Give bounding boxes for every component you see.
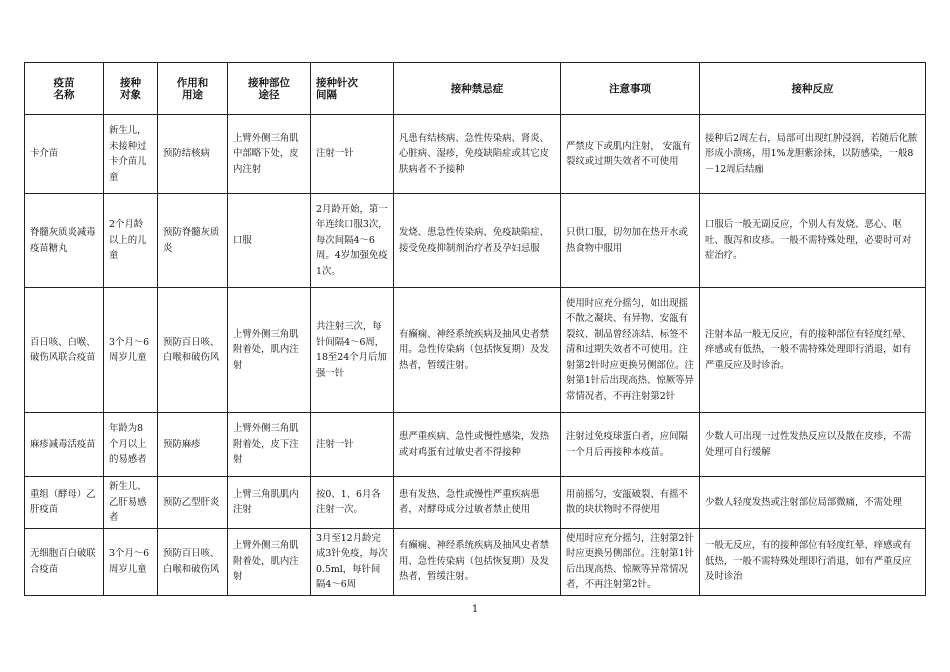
table-cell: 凡患有结核病、急性传染病、肾炎、心脏病、湿疹，免疫缺陷症或其它皮肤病者不予接种 [394,115,561,194]
table-cell: 共注射三次，每针间隔4～6周，18至24个月后加强一针 [311,288,394,413]
table-cell: 注射过免疫球蛋白者，应间隔一个月后再接种本疫苗。 [561,413,700,477]
table-cell: 预防麻疹 [158,413,228,477]
table-row [25,477,926,529]
table-cell: 注射一针 [311,115,394,194]
table-cell: 用前摇匀，安瓿破裂、有摇不散的块状物时不得使用 [561,477,700,529]
table-cell: 3个月～6周岁儿童 [104,528,158,595]
table-cell: 注射一针 [311,413,394,477]
table-cell: 2月龄开始，第一年连续口服3次，每次间隔4～6周。4岁加强免疫1次。 [311,194,394,288]
table-cell: 使用时应充分摇匀，注射第2针时应更换另侧部位。注射第1针后出现高热、惊厥等异常情况者，不再注射第2针。 [561,528,700,595]
table-cell: 按0、1、6月各注射一次。 [311,477,394,529]
table-row [25,194,926,288]
table-cell: 预防乙型肝炎 [158,477,228,529]
header-cell: 疫苗 名称 [25,63,104,115]
table-cell: 脊髓灰质炎减毒疫苗糖丸 [25,194,104,288]
table-row [25,288,926,413]
table-cell: 新生儿，未接种过卡介苗儿童 [104,115,158,194]
page-number: 1 [471,604,479,615]
table-cell: 上臂外侧三角肌附着处，肌内注射 [228,288,311,413]
table-cell: 重组（酵母）乙肝疫苗 [25,477,104,529]
table-row [25,413,926,477]
table-cell: 上臂外侧三角肌中部略下处，皮内注射 [228,115,311,194]
table-cell: 有癫痫、神经系统疾病及抽风史者禁用。急性传染病（包括恢复期）及发热者，暂缓注射。 [394,288,561,413]
table-cell: 预防百日咳、白喉和破伤风 [158,528,228,595]
table-cell: 注射本品一般无反应，有的接种部位有轻度红晕、痒感或有低热，一般不需特殊处理即行消退，如有严重反应及时诊治。 [700,288,926,413]
table-cell: 预防脊髓灰质炎 [158,194,228,288]
vaccine-table [24,62,926,596]
table-cell: 无细胞百白破联合疫苗 [25,528,104,595]
table-cell: 只供口服，切勿加在热开水或热食物中服用 [561,194,700,288]
header-cell: 接种反应 [700,63,926,115]
table-cell: 百日咳、白喉、破伤风联合疫苗 [25,288,104,413]
table-cell: 预防百日咳、白喉和破伤风 [158,288,228,413]
table-cell: 严禁皮下或肌内注射， 安瓿有裂纹或过期失效者不可使用 [561,115,700,194]
table-cell: 上臂外侧三角肌附着处，肌内注射 [228,528,311,595]
table-cell: 年龄为8个月以上的易感者 [104,413,158,477]
table-cell: 3月至12月龄完成3针免疫，每次0.5ml，每针间隔4～6周 [311,528,394,595]
table-row [25,115,926,194]
table-cell: 卡介苗 [25,115,104,194]
table-cell: 接种后2周左右，局部可出现红肿浸润，若随后化脓形成小溃疡，用1%龙胆紫涂抹，以防感染，一般8－12周后结痂 [700,115,926,194]
header-cell: 接种部位 途径 [228,63,311,115]
table-cell: 患严重疾病、急性或慢性感染，发热或对鸡蛋有过敏史者不得接种 [394,413,561,477]
table-cell: 使用时应充分摇匀，如出现摇不散之凝块、有异物、安瓿有裂纹、制品曾经冻结、标签不清和过期失效者不可使用。注射第2针时应更换另侧部位。注射第1针后出现高热、惊厥等异常情况者，不再注射第2针 [561,288,700,413]
table-cell: 口服后一般无副反应，个别人有发烧、恶心、呕吐、腹泻和皮疹。一般不需特殊处理，必要时可对症治疗。 [700,194,926,288]
table-cell: 发烧、患急性传染病、免疫缺陷症、接受免疫抑制剂治疗者及孕妇忌服 [394,194,561,288]
table-header-row [25,63,926,115]
table-cell: 3个月～6周岁儿童 [104,288,158,413]
table-row [25,528,926,595]
table-cell: 一般无反应，有的接种部位有轻度红晕、痒感或有低热，一般不需特殊处理即行消退，如有严重反应及时诊治 [700,528,926,595]
table-cell: 患有发热、急性或慢性严重疾病患者，对酵母成分过敏者禁止使用 [394,477,561,529]
table-cell: 预防结核病 [158,115,228,194]
table-cell: 少数人轻度发热或注射部位局部微痛，不需处理 [700,477,926,529]
table-cell: 有癫痫、神经系统疾病及抽风史者禁用、急性传染病（包括恢复期）及发热者，暂缓注射。 [394,528,561,595]
table-cell: 上臂外侧三角肌附着处，皮下注射 [228,413,311,477]
table-cell: 上臂三角肌肌内注射 [228,477,311,529]
header-cell: 接种 对象 [104,63,158,115]
header-cell: 作用和 用途 [158,63,228,115]
table-cell: 麻疹减毒活疫苗 [25,413,104,477]
header-cell: 接种针次 间隔 [311,63,394,115]
table-cell: 口服 [228,194,311,288]
header-cell: 接种禁忌症 [394,63,561,115]
table-cell: 少数人可出现一过性发热反应以及散在皮疹，不需处理可自行缓解 [700,413,926,477]
header-cell: 注意事项 [561,63,700,115]
table-cell: 2个月龄以上的儿童 [104,194,158,288]
table-cell: 新生儿、乙肝易感者 [104,477,158,529]
